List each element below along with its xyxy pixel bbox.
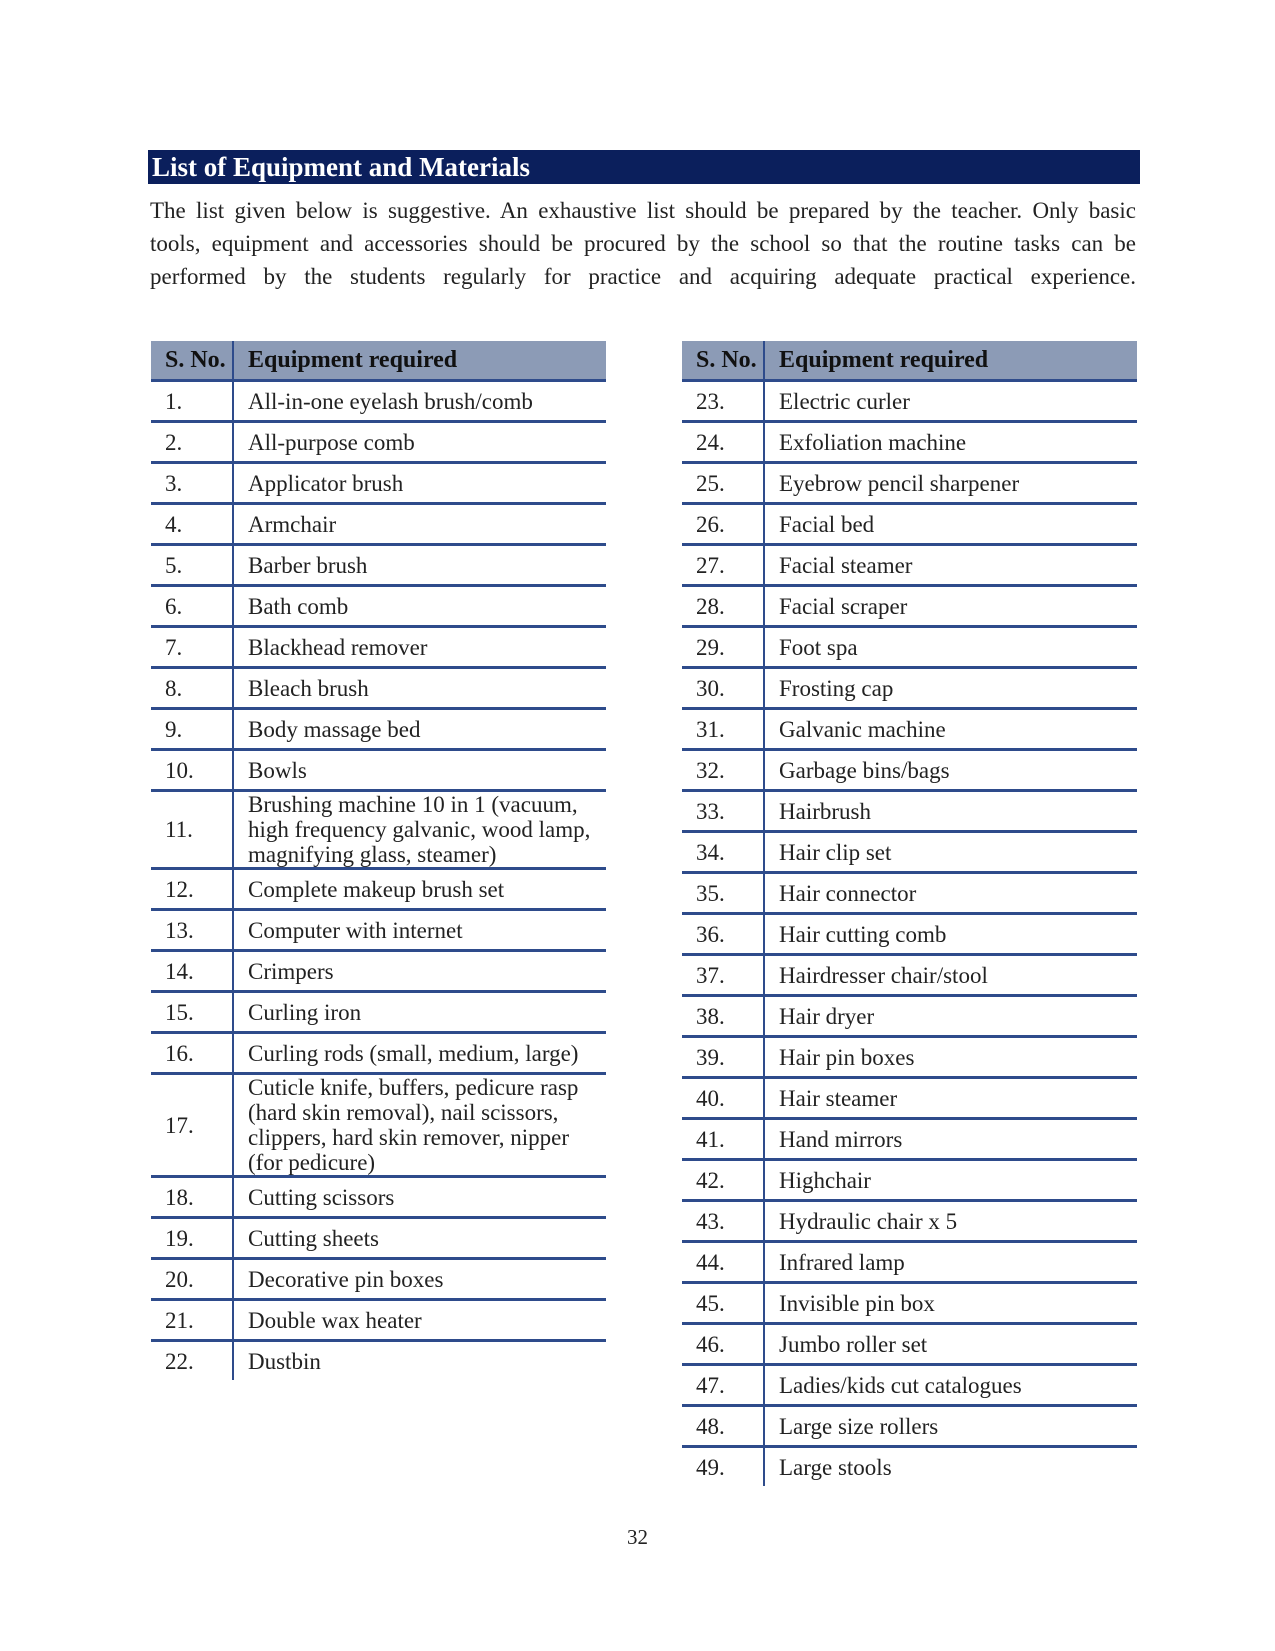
row-serial-number: 3.	[151, 463, 233, 504]
table-row	[151, 869, 606, 910]
table-header-row	[151, 341, 606, 381]
row-equipment-name: Jumbo roller set	[764, 1324, 1137, 1365]
row-equipment-name: Bowls	[233, 750, 606, 791]
row-equipment-name: Hair connector	[764, 873, 1137, 914]
table-row	[151, 951, 606, 992]
table-row	[682, 791, 1137, 832]
table-body	[682, 381, 1137, 1487]
table-row	[682, 586, 1137, 627]
table-row	[682, 709, 1137, 750]
table-row	[682, 1365, 1137, 1406]
table-row	[682, 1119, 1137, 1160]
row-serial-number: 18.	[151, 1177, 233, 1218]
row-serial-number: 47.	[682, 1365, 764, 1406]
equipment-table-left	[151, 341, 606, 1380]
row-serial-number: 43.	[682, 1201, 764, 1242]
row-equipment-name: Frosting cap	[764, 668, 1137, 709]
row-serial-number: 6.	[151, 586, 233, 627]
row-serial-number: 10.	[151, 750, 233, 791]
page-number: 32	[627, 1525, 648, 1549]
row-equipment-name: Exfoliation machine	[764, 422, 1137, 463]
row-equipment-name: Computer with internet	[233, 910, 606, 951]
table-row	[682, 955, 1137, 996]
row-equipment-name: Hair clip set	[764, 832, 1137, 873]
table-row	[151, 791, 606, 869]
row-equipment-name: Hair steamer	[764, 1078, 1137, 1119]
section-heading: List of Equipment and Materials	[148, 150, 1140, 184]
row-equipment-name: Foot spa	[764, 627, 1137, 668]
row-serial-number: 35.	[682, 873, 764, 914]
equipment-table-right	[682, 341, 1137, 1486]
table-row	[151, 545, 606, 586]
table-row	[682, 914, 1137, 955]
row-serial-number: 4.	[151, 504, 233, 545]
table-row	[151, 627, 606, 668]
table-row	[682, 1242, 1137, 1283]
row-serial-number: 39.	[682, 1037, 764, 1078]
table-row	[682, 381, 1137, 422]
table-row	[682, 504, 1137, 545]
table-row	[682, 873, 1137, 914]
table-row	[151, 1300, 606, 1341]
table-row	[682, 1283, 1137, 1324]
row-equipment-name: Decorative pin boxes	[233, 1259, 606, 1300]
intro-line: tools, equipment and accessories should be procured by the school so that the routine tasks can be	[150, 231, 1136, 256]
row-equipment-name: Hairbrush	[764, 791, 1137, 832]
table-row	[151, 381, 606, 422]
row-equipment-name: Brushing machine 10 in 1 (vacuum, high frequency galvanic, wood lamp, magnifying glass, steamer)	[233, 791, 606, 869]
column-header-equipment: Equipment required	[764, 341, 1137, 381]
row-equipment-name: Armchair	[233, 504, 606, 545]
row-equipment-name: Hair dryer	[764, 996, 1137, 1037]
row-serial-number: 16.	[151, 1033, 233, 1074]
table-row	[682, 1078, 1137, 1119]
row-serial-number: 9.	[151, 709, 233, 750]
row-serial-number: 12.	[151, 869, 233, 910]
row-equipment-name: Hand mirrors	[764, 1119, 1137, 1160]
intro-line: performed by the students regularly for practice and acquiring adequate practical experience.	[150, 264, 1136, 289]
row-equipment-name: Eyebrow pencil sharpener	[764, 463, 1137, 504]
column-header-equipment: Equipment required	[233, 341, 606, 381]
row-equipment-name: Hydraulic chair x 5	[764, 1201, 1137, 1242]
row-serial-number: 34.	[682, 832, 764, 873]
table-row	[682, 996, 1137, 1037]
table-row	[682, 463, 1137, 504]
row-equipment-name: Bath comb	[233, 586, 606, 627]
table-row	[151, 910, 606, 951]
row-serial-number: 37.	[682, 955, 764, 996]
row-serial-number: 8.	[151, 668, 233, 709]
table-row	[682, 832, 1137, 873]
row-serial-number: 31.	[682, 709, 764, 750]
column-header-sno: S. No.	[151, 341, 233, 381]
row-serial-number: 5.	[151, 545, 233, 586]
row-equipment-name: Electric curler	[764, 381, 1137, 422]
table-row	[151, 750, 606, 791]
row-serial-number: 27.	[682, 545, 764, 586]
row-serial-number: 29.	[682, 627, 764, 668]
table-row	[151, 422, 606, 463]
column-header-sno: S. No.	[682, 341, 764, 381]
row-equipment-name: Double wax heater	[233, 1300, 606, 1341]
row-serial-number: 46.	[682, 1324, 764, 1365]
table-row	[682, 750, 1137, 791]
row-equipment-name: Hair pin boxes	[764, 1037, 1137, 1078]
table-row	[682, 1324, 1137, 1365]
row-equipment-name: All-purpose comb	[233, 422, 606, 463]
row-serial-number: 23.	[682, 381, 764, 422]
row-equipment-name: Infrared lamp	[764, 1242, 1137, 1283]
table-row	[151, 1341, 606, 1381]
row-serial-number: 15.	[151, 992, 233, 1033]
row-serial-number: 24.	[682, 422, 764, 463]
row-serial-number: 21.	[151, 1300, 233, 1341]
row-serial-number: 7.	[151, 627, 233, 668]
table-row	[151, 1259, 606, 1300]
row-equipment-name: Curling rods (small, medium, large)	[233, 1033, 606, 1074]
row-serial-number: 22.	[151, 1341, 233, 1381]
row-serial-number: 49.	[682, 1447, 764, 1487]
table-row	[151, 668, 606, 709]
row-serial-number: 19.	[151, 1218, 233, 1259]
table-row	[151, 1218, 606, 1259]
row-serial-number: 2.	[151, 422, 233, 463]
row-serial-number: 20.	[151, 1259, 233, 1300]
intro-line: The list given below is suggestive. An exhaustive list should be prepared by the teacher. Only basic	[150, 198, 1136, 223]
row-serial-number: 13.	[151, 910, 233, 951]
row-serial-number: 32.	[682, 750, 764, 791]
table-row	[151, 463, 606, 504]
row-equipment-name: Complete makeup brush set	[233, 869, 606, 910]
row-equipment-name: Large stools	[779, 1454, 892, 1480]
table-row	[682, 1037, 1137, 1078]
row-equipment-name: Facial scraper	[764, 586, 1137, 627]
row-serial-number: 14.	[151, 951, 233, 992]
row-equipment-name: Curling iron	[233, 992, 606, 1033]
row-serial-number: 42.	[682, 1160, 764, 1201]
row-serial-number: 36.	[682, 914, 764, 955]
row-equipment-name: Highchair	[764, 1160, 1137, 1201]
row-serial-number: 48.	[682, 1406, 764, 1447]
table-row	[682, 668, 1137, 709]
table-row	[682, 1447, 1137, 1487]
row-serial-number: 1.	[151, 381, 233, 422]
row-serial-number: 28.	[682, 586, 764, 627]
row-serial-number: 11.	[151, 791, 233, 869]
table-row	[682, 1201, 1137, 1242]
row-equipment-name: Invisible pin box	[764, 1283, 1137, 1324]
table-row	[682, 422, 1137, 463]
table-row	[151, 1074, 606, 1177]
table-body	[151, 381, 606, 1381]
row-equipment-name: Applicator brush	[233, 463, 606, 504]
row-serial-number: 45.	[682, 1283, 764, 1324]
row-equipment-name: Cutting scissors	[233, 1177, 606, 1218]
table-row	[151, 1033, 606, 1074]
row-serial-number: 33.	[682, 791, 764, 832]
table-header-row	[682, 341, 1137, 381]
row-equipment-name: All-in-one eyelash brush/comb	[233, 381, 606, 422]
table-row	[151, 992, 606, 1033]
table-row	[151, 504, 606, 545]
row-serial-number: 38.	[682, 996, 764, 1037]
row-serial-number: 40.	[682, 1078, 764, 1119]
row-equipment-name: Blackhead remover	[233, 627, 606, 668]
row-equipment-name: Cuticle knife, buffers, pedicure rasp (hard skin removal), nail scissors, clippers, hard skin remover, nipper (for pedicure)	[233, 1074, 606, 1177]
row-serial-number: 44.	[682, 1242, 764, 1283]
row-serial-number: 25.	[682, 463, 764, 504]
row-equipment-name: Dustbin	[248, 1348, 321, 1374]
table-row	[682, 1160, 1137, 1201]
table-row	[151, 586, 606, 627]
row-equipment-name: Barber brush	[233, 545, 606, 586]
row-equipment-name: Body massage bed	[233, 709, 606, 750]
row-equipment-name: Cutting sheets	[233, 1218, 606, 1259]
table-row	[682, 1406, 1137, 1447]
row-equipment-name: Ladies/kids cut catalogues	[764, 1365, 1137, 1406]
row-equipment-name: Crimpers	[233, 951, 606, 992]
row-equipment-name: Galvanic machine	[764, 709, 1137, 750]
table-row	[682, 627, 1137, 668]
table-row	[151, 709, 606, 750]
row-equipment-name: Hairdresser chair/stool	[764, 955, 1137, 996]
table-row	[682, 545, 1137, 586]
row-equipment-name: Facial bed	[764, 504, 1137, 545]
row-equipment-name: Bleach brush	[233, 668, 606, 709]
row-equipment-name: Garbage bins/bags	[764, 750, 1137, 791]
row-equipment-name: Large size rollers	[764, 1406, 1137, 1447]
row-serial-number: 17.	[151, 1074, 233, 1177]
row-serial-number: 26.	[682, 504, 764, 545]
row-equipment-name: Facial steamer	[764, 545, 1137, 586]
row-equipment-name: Hair cutting comb	[764, 914, 1137, 955]
table-row	[151, 1177, 606, 1218]
row-serial-number: 41.	[682, 1119, 764, 1160]
row-serial-number: 30.	[682, 668, 764, 709]
intro-paragraph	[150, 194, 1136, 293]
